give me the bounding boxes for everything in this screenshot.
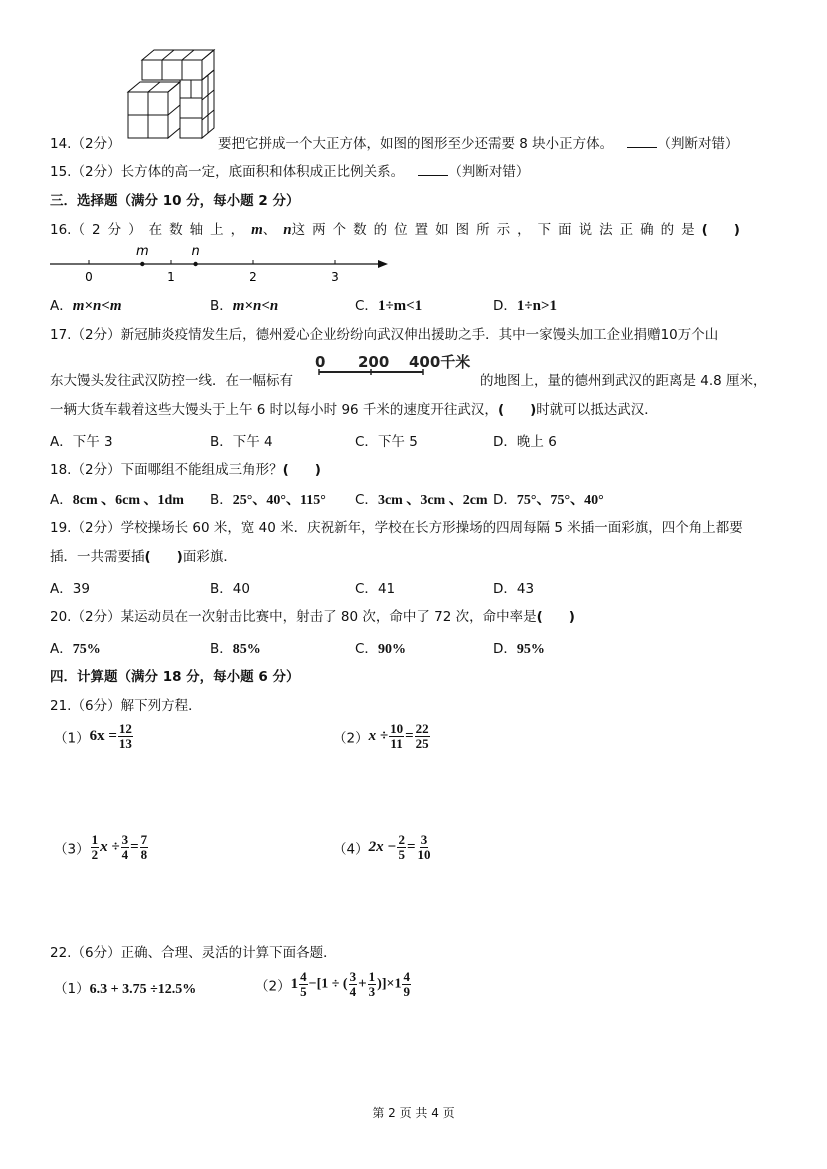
q21-part1 [54,722,134,751]
q17-option-d[interactable] [493,430,557,450]
q15-points: （2分） [71,164,121,180]
q21-p3-d2: 4 [121,847,129,862]
q16-option-d[interactable] [493,294,557,315]
q19-option-d-letter: D． [493,581,517,597]
question-19-line1 [50,516,743,536]
section-3-title: 三．选择题（满分 10 分，每小题 2 分） [50,193,300,209]
q21-p2-n1: 10 [390,721,404,736]
q14-suffix: （判断对错） [657,136,739,152]
q18-option-a-text: 8cm 、6cm 、1dm [72,493,184,508]
q21-p4-fraction-1 [397,833,406,862]
q18-option-c-text: 3cm 、3cm 、2cm [377,493,488,508]
q21-p1-num: 12 [118,721,132,736]
q17-option-a[interactable] [50,430,113,450]
q19-paren-open: ( [144,549,151,565]
question-17-line1 [50,323,718,343]
q21-p4-n1: 2 [398,832,405,847]
q21-p3-n2: 3 [121,832,129,847]
q22-p2-n1: 4 [300,969,307,984]
q17-map-scale [313,352,478,382]
q22-text: 正确、合理、灵活的计算下面各题． [120,945,337,961]
q20-option-c[interactable] [355,637,406,658]
q20-option-c-letter: C． [355,641,378,657]
q20-text: 某运动员在一次射击比赛中，射击了 80 次，命中了 72 次，命中率是 [120,609,537,625]
q14-text: 要把它拼成一个大正方体，如图的图形至少还需要 8 块小正方体。 [218,136,614,152]
q15-number: 15. [50,164,72,180]
q19-option-a[interactable] [50,577,90,597]
q22-p2-fraction-2 [349,970,358,999]
question-14 [50,132,121,152]
q18-text: 下面哪组不能组成三角形？ [120,462,283,478]
scale-label-200: 200 [358,353,390,371]
q20-number: 20. [50,609,72,625]
q22-p2-mid1: −[1 ÷ ( [308,976,348,992]
q17-line3b: 时就可以抵达武汉． [536,402,658,418]
q16-number: 16. [50,222,72,238]
q18-paren-open: ( [282,462,289,478]
q18-option-c-letter: C． [355,492,378,508]
q21-p4-fraction-2 [417,833,432,862]
q18-number: 18. [50,462,72,478]
q18-option-c[interactable] [355,488,488,509]
q22-points: （6分） [71,945,121,961]
q21-p2-lhs: x ÷ [368,728,389,744]
q16-sep: 、 [262,222,284,238]
q18-option-a-letter: A． [50,492,73,508]
page-footer: 第 2 页 共 4 页 [372,1106,455,1120]
q16-points: （2分） [71,222,149,238]
q18-option-a[interactable] [50,488,184,509]
q17-option-d-text: 晚上 6 [516,434,557,450]
q22-p2-d2: 4 [349,984,357,999]
q21-number: 21. [50,698,72,714]
q14-answer-blank[interactable] [627,135,657,148]
q20-option-b-text: 85% [232,642,261,657]
q17-line1: 新冠肺炎疫情发生后，德州爱心企业纷纷向武汉伸出援助之手．其中一家馒头加工企业捐赠10万个山 [120,327,719,343]
q17-number: 17. [50,327,72,343]
q21-p4-n2: 3 [420,832,428,847]
q21-points: （6分） [71,698,121,714]
question-19-line2 [50,545,237,565]
q19-option-c-letter: C． [355,581,378,597]
q16-number-line [48,244,393,286]
q16-option-a-expr: m×n<m [72,298,122,314]
q19-paren-close: ) [176,549,183,565]
q19-number: 19. [50,520,72,536]
q20-option-d[interactable] [493,637,545,658]
q21-p4-eq: = [406,839,416,855]
q20-option-a-text: 75% [72,642,101,657]
question-17-line2b: 的地图上，量的德州到武汉的距离是 4.8 厘米， [480,373,767,389]
q17-paren-open: ( [497,402,505,418]
q17-option-c-text: 下午 5 [377,434,418,450]
question-15 [50,160,529,180]
q21-p3-eq: = [130,839,139,855]
q22-p2-mid2: )]×1 [377,976,402,992]
q19-option-a-letter: A． [50,581,73,597]
q21-p4-label: （4） [333,841,369,858]
axis-point-m [140,262,144,266]
q21-p2-d2: 25 [415,736,429,751]
q22-p2-d3: 3 [368,984,376,999]
q21-part4 [333,833,433,862]
q22-p2-fraction-3 [368,970,377,999]
question-17-line3 [50,398,658,418]
q17-option-b-letter: B． [210,434,233,450]
q22-p2-d4: 9 [403,984,410,999]
stacked-cubes-figure [124,48,218,140]
q22-p1-label: （1） [54,981,90,997]
q20-option-d-text: 95% [516,642,545,657]
q22-p2-n3: 1 [368,969,376,984]
question-14-text [218,132,738,152]
q16-option-b-letter: B． [210,298,233,314]
q17-option-d-letter: D． [493,434,517,450]
axis-tick-label-1: 1 [167,270,175,284]
q22-part2 [255,970,412,999]
q20-paren-open: ( [536,609,543,625]
axis-arrow [378,260,388,268]
q18-option-d-letter: D． [493,492,517,508]
q16-var-m: m [251,222,263,238]
q19-option-c-text: 41 [377,581,396,597]
q21-p1-lhs: 6x = [89,728,117,744]
q19-option-b[interactable] [210,577,250,597]
q21-part3 [54,833,149,862]
q17-option-b[interactable] [210,430,273,450]
q22-p2-fraction-4 [402,970,411,999]
q21-part2 [333,722,431,751]
q22-p2-label: （2） [255,978,291,995]
q17-points: （2分） [71,327,121,343]
q17-option-c[interactable] [355,430,418,450]
q18-points: （2分） [71,462,121,478]
q21-p3-fraction-1 [91,833,100,862]
q17-option-c-letter: C． [355,434,378,450]
q17-option-b-text: 下午 4 [232,434,273,450]
axis-point-label-n: n [191,244,200,259]
q19-line2a: 插．一共需要插 [50,549,145,565]
q22-p2-plus: + [358,976,367,992]
q19-option-c[interactable] [355,577,395,597]
q21-p4-d2: 10 [417,847,431,862]
q16-option-a-letter: A． [50,298,73,314]
q18-option-b-letter: B． [210,492,233,508]
q20-option-c-text: 90% [377,642,406,657]
scale-label-400: 400千米 [409,353,471,371]
question-18 [50,458,321,478]
q21-p4-lhs: 2x − [368,839,397,855]
q21-text: 解下列方程． [120,698,202,714]
q15-text: 长方体的高一定，底面积和体积成正比例关系。 [120,164,405,180]
q20-option-b[interactable] [210,637,261,658]
q21-p3-n1: 1 [91,832,99,847]
q20-option-a-letter: A． [50,641,73,657]
axis-tick-label-3: 3 [331,270,339,284]
q16-paren-open: ( [701,222,708,238]
q21-p2-label: （2） [333,730,369,747]
q21-p2-fraction-2 [415,722,430,751]
q20-option-d-letter: D． [493,641,517,657]
q21-p3-d1: 2 [91,847,99,862]
q21-p2-d1: 11 [390,736,403,751]
question-17-line2a: 东大馒头发往武汉防控一线．在一幅标有 [50,373,293,389]
question-22 [50,941,337,961]
scale-label-0: 0 [315,353,326,371]
q18-option-d-text: 75°、75°、40° [516,493,604,508]
q21-p3-label: （3） [54,841,90,858]
q20-option-b-letter: B． [210,641,233,657]
q21-p2-eq: = [405,728,414,744]
section-4-title: 四．计算题（满分 18 分，每小题 6 分） [50,669,300,685]
q22-p2-n4: 4 [403,969,410,984]
q21-p3-d3: 8 [140,847,148,862]
q20-option-a[interactable] [50,637,101,658]
q19-option-d-text: 43 [516,581,535,597]
q19-option-a-text: 39 [72,581,90,597]
q21-p2-n2: 22 [415,721,429,736]
q18-option-b-text: 25°、40°、115° [232,493,326,508]
q22-part1 [54,977,196,998]
q16-option-b[interactable] [210,294,278,315]
q16-text-b: 这两个数的位置如图所示，下面说法正确的是 [291,222,702,238]
q17-option-a-text: 下午 3 [72,434,113,450]
q16-option-c-letter: C． [355,298,378,314]
q21-p4-d1: 5 [398,847,405,862]
q16-var-n: n [283,222,292,238]
q20-paren-close: ) [568,609,575,625]
q17-paren-close: ) [530,402,537,418]
q19-option-b-text: 40 [232,581,250,597]
q16-option-a[interactable] [50,294,122,315]
axis-point-n [193,262,197,266]
q22-p2-fraction-1 [299,970,308,999]
question-16 [50,218,740,239]
q15-answer-blank[interactable] [418,163,448,176]
q19-option-d[interactable] [493,577,534,597]
q22-p2-n2: 3 [349,969,357,984]
q16-option-d-expr: 1÷n>1 [516,298,558,314]
axis-tick-label-2: 2 [249,270,257,284]
q19-option-b-letter: B． [210,581,233,597]
question-20 [50,605,575,625]
q22-p1-expr: 6.3 + 3.75 ÷12.5% [89,982,197,997]
axis-point-label-m: m [135,244,149,259]
q18-paren-close: ) [314,462,321,478]
q16-option-c-expr: 1÷m<1 [377,298,423,314]
q22-p2-w1: 1 [290,976,299,992]
q21-p1-den: 13 [118,736,132,751]
q21-p3-n3: 7 [140,832,148,847]
q22-number: 22. [50,945,72,961]
q20-points: （2分） [71,609,121,625]
q18-option-b[interactable] [210,488,326,509]
q16-option-d-letter: D． [493,298,517,314]
q16-option-c[interactable] [355,294,422,315]
q15-suffix: （判断对错） [448,164,530,180]
axis-tick-label-0: 0 [85,270,93,284]
q16-paren-close: ) [733,222,740,238]
q21-p2-fraction-1 [389,722,404,751]
q14-number: 14. [50,136,72,152]
q19-points: （2分） [71,520,121,536]
q19-line2b: 面彩旗． [182,549,237,565]
q21-p3-fraction-3 [140,833,149,862]
q21-p1-label: （1） [54,730,90,747]
q21-p1-fraction [118,722,133,751]
q19-line1: 学校操场长 60 米，宽 40 米．庆祝新年，学校在长方形操场的四周每隔 5 米插一面彩旗，四个角上都要 [120,520,743,536]
q21-p3-fraction-2 [121,833,130,862]
q17-option-a-letter: A． [50,434,73,450]
q22-p2-d1: 5 [300,984,307,999]
q16-text-a: 在数轴上， [148,222,252,238]
q17-line3a: 一辆大货车载着这些大馒头于上午 6 时以每小时 96 千米的速度开往武汉， [50,402,498,418]
q21-p3-mid: x ÷ [100,839,120,855]
q14-points: （2分） [71,136,121,152]
question-21 [50,694,202,714]
q18-option-d[interactable] [493,488,604,509]
q16-option-b-expr: m×n<n [232,298,279,314]
